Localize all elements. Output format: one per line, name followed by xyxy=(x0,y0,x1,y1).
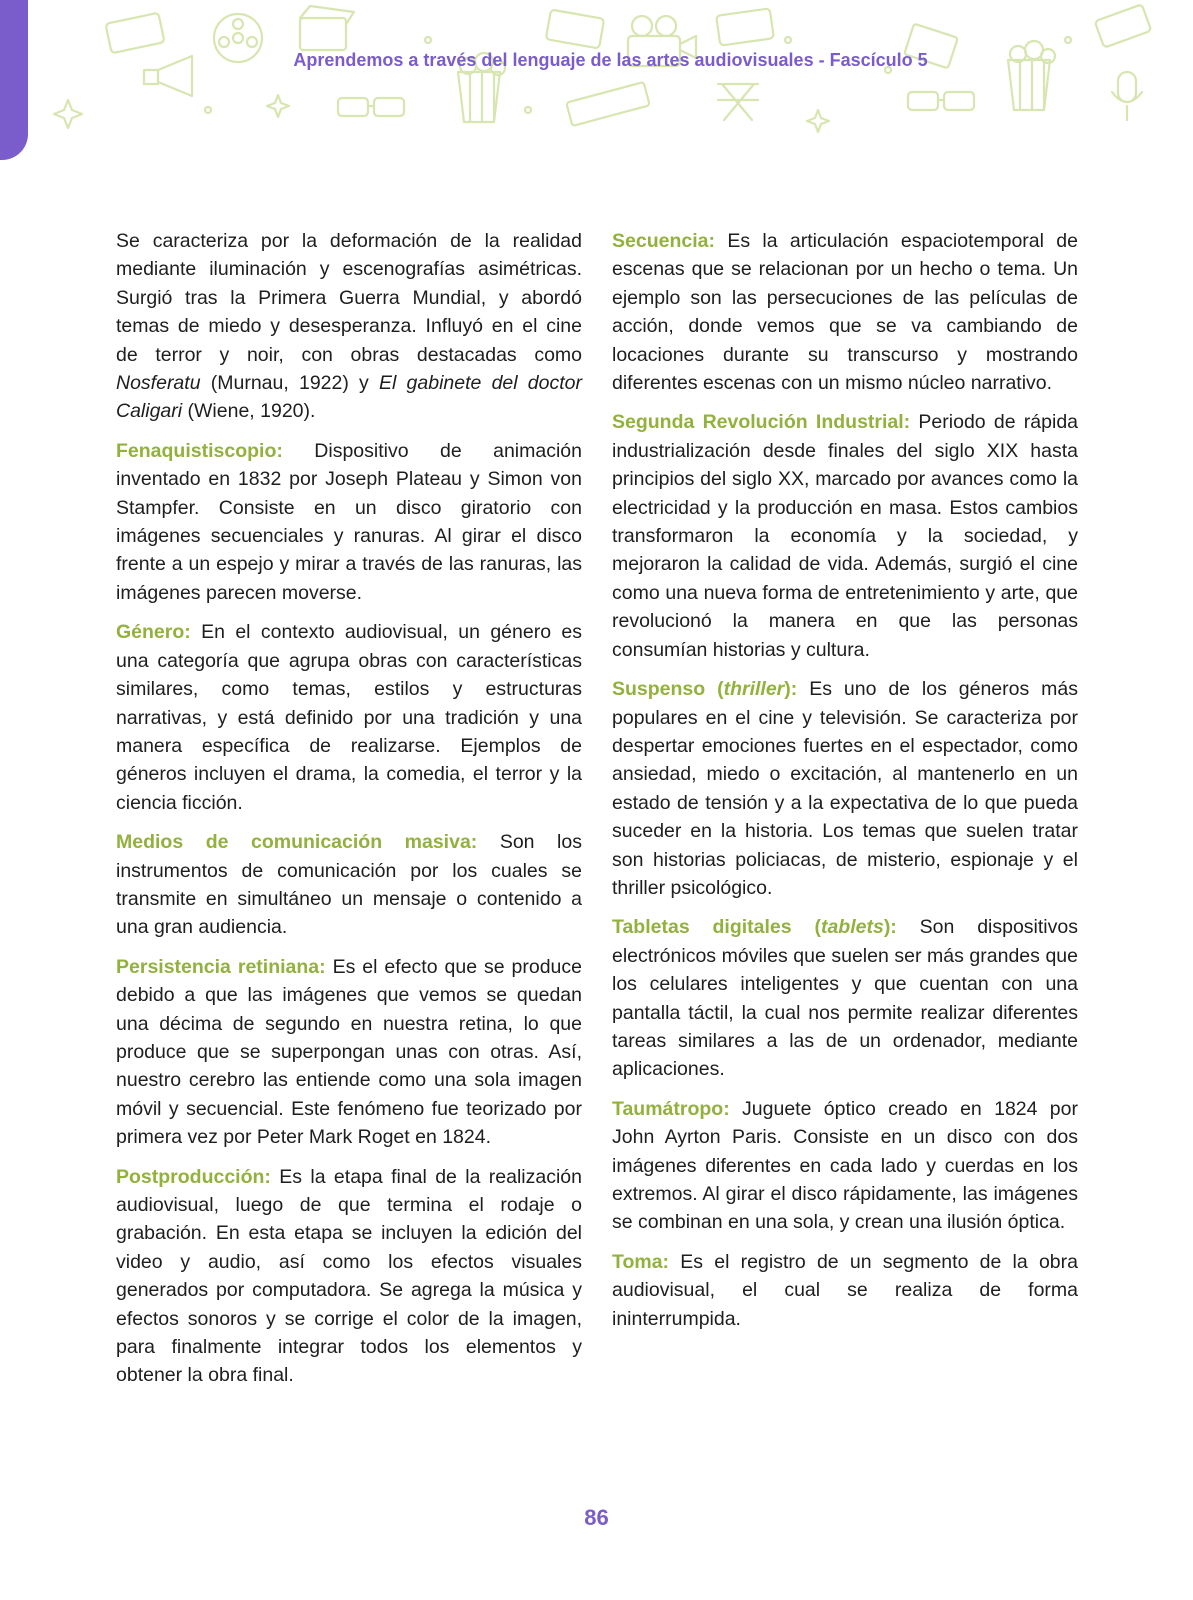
glossary-entry-postproduccion xyxy=(116,1163,582,1390)
glossary-entry-fenaquistiscopio xyxy=(116,437,582,607)
glossary-entry-taumatropo xyxy=(612,1095,1078,1237)
left-column xyxy=(116,227,582,1401)
3d-glasses-icon xyxy=(908,92,974,110)
glossary-entry-segunda-revolucion xyxy=(612,408,1078,664)
glossary-term: Suspenso (thriller): xyxy=(612,678,798,701)
glossary-term: Persistencia retiniana: xyxy=(116,955,326,978)
3d-glasses-icon xyxy=(338,98,404,116)
glossary-term: Tabletas digitales (tablets): xyxy=(612,916,897,939)
glossary-term: Secuencia: xyxy=(612,230,715,252)
glossary-definition: Son los instrumentos de comunicación por los cuales se transmite en simultáneo un mensaje o contenido a una gran audiencia. xyxy=(116,831,582,939)
page-number: 86 xyxy=(584,1505,609,1530)
glossary-definition: En el contexto audiovisual, un género es una categoría que agrupa obras con características similares, como temas, estilos y estructuras narrativas, y está definido por una tradición y una manera específica de realizarse. Ejemplos de géneros incluyen el drama, la comedia, el terror y la ciencia ficción. xyxy=(116,621,582,814)
glossary-term: Segunda Revolución Industrial: xyxy=(612,411,911,434)
right-column xyxy=(612,227,1078,1344)
film-title: Nosferatu xyxy=(116,372,201,395)
director-chair-icon xyxy=(718,84,758,120)
side-tab xyxy=(0,0,28,160)
clapperboard-icon xyxy=(300,6,354,50)
glossary-entry-toma xyxy=(612,1248,1078,1333)
ticket-icon xyxy=(105,13,164,54)
intro-paragraph: Se caracteriza por la deformación de la realidad mediante iluminación y escenografías asimétricas. Surgió tras la Primera Guerra Mundial, y abordó temas de miedo y desesperanza. Influyó en el cine de terror y noir, con obras destacadas como Nosferatu (Murnau, 1922) y El gabinete del doctor Caligari (Wiene, 1920). xyxy=(116,230,582,423)
film-title: El gabinete del doctor Caligari xyxy=(116,372,582,423)
glossary-term: Taumátropo: xyxy=(612,1097,730,1120)
glossary-term: Medios de comunicación masiva: xyxy=(116,831,478,854)
glossary-term: Postproducción: xyxy=(116,1165,271,1188)
microphone-icon xyxy=(1112,72,1142,120)
glossary-entry-persistencia xyxy=(116,953,582,1152)
glossary-definition: Juguete óptico creado en 1824 por John Ayrton Paris. Consiste en un disco con dos imágenes diferentes en cada lado y cuerdas en los extremos. Al girar el disco rápidamente, las imágenes se combinan en una sola, y crean una ilusión óptica. xyxy=(612,1097,1078,1234)
sparkle-icon xyxy=(267,95,289,117)
ticket-icon xyxy=(1095,4,1152,47)
glossary-definition: Es el registro de un segmento de la obra audiovisual, el cual se realiza de forma ininterrumpida. xyxy=(612,1250,1078,1330)
glossary-term: Toma: xyxy=(612,1250,670,1273)
glossary-term: Fenaquistiscopio: xyxy=(116,439,283,462)
glossary-definition: Es el efecto que se produce debido a que las imágenes que vemos se quedan una décima de segundo en nuestra retina, lo que produce que se superpongan unas con otras. Así, nuestro cerebro las entiende como una sola imagen móvil y secuencial. Este fenómeno fue teorizado por primera vez por Peter Mark Roget en 1824. xyxy=(116,955,583,1149)
glossary-entry-secuencia xyxy=(612,227,1078,397)
glossary-definition: Es uno de los géneros más populares en el cine y televisión. Se caracteriza por despertar emociones fuertes en el espectador, como ansiedad, miedo o excitación, al mantenerlo en un estado de tensión y a la expectativa de lo que pueda suceder en la historia. Los temas que suelen tratar son historias policiacas, de misterio, espionaje y el thriller psicológico. xyxy=(612,678,1078,899)
sparkle-icon xyxy=(54,100,82,128)
glossary-definition: Es la etapa final de la realización audiovisual, luego de que termina el rodaje o grabación. En esta etapa se incluyen la edición del video y audio, así como los efectos visuales generados por computadora. Se agrega la música y efectos sonoros y se corrige el color de la imagen, para finalmente integrar todos los elementos y obtener la obra final. xyxy=(116,1165,582,1387)
glossary-term: Género: xyxy=(116,621,191,644)
glossary-entry-suspenso xyxy=(612,675,1078,902)
glossary-definition: Periodo de rápida industrialización desde finales del siglo XIX hasta principios del siglo XX, marcado por avances como la electricidad y la producción en masa. Estos cambios transformaron la economía y la sociedad, y mejoraron la calidad de vida. Además, surgió el cine como una nueva forma de entretenimiento y arte, que revolucionó la manera en que las personas consumían historias y cultura. xyxy=(612,411,1079,661)
glossary-entry-medios xyxy=(116,828,582,942)
header-title: Aprendemos a través del lenguaje de las artes audiovisuales - Fascículo 5 xyxy=(293,50,928,70)
glossary-entry-genero xyxy=(116,618,582,817)
glossary-definition: Es la articulación espaciotemporal de escenas que se relacionan por un hecho o tema. Un ejemplo son las persecuciones de las películas de acción, donde vemos que se va cambiando de locaciones durante su transcurso y mostrando diferentes escenas con un mismo núcleo narrativo. xyxy=(612,230,1078,395)
glossary-entry-tabletas xyxy=(612,913,1078,1083)
cinema-doodle-pattern xyxy=(28,0,1193,150)
ticket-icon xyxy=(546,10,604,49)
header-band xyxy=(28,0,1193,150)
glossary-definition: Dispositivo de animación inventado en 1832 por Joseph Plateau y Simon von Stampfer. Consiste en un disco giratorio con imágenes secuenciales y ranuras. Al girar el disco frente a un espejo y mirar a través de las ranuras, las imágenes parecen moverse. xyxy=(116,439,582,604)
sparkle-icon xyxy=(807,110,829,132)
glossary-definition: Son dispositivos electrónicos móviles que suelen ser más grandes que los celulares inteligentes y que cuentan con una pantalla táctil, la cual nos permite realizar diferentes tareas similares a las de un ordenador, mediante aplicaciones. xyxy=(612,916,1078,1081)
film-strip-icon xyxy=(566,82,649,126)
ticket-icon xyxy=(716,8,774,45)
